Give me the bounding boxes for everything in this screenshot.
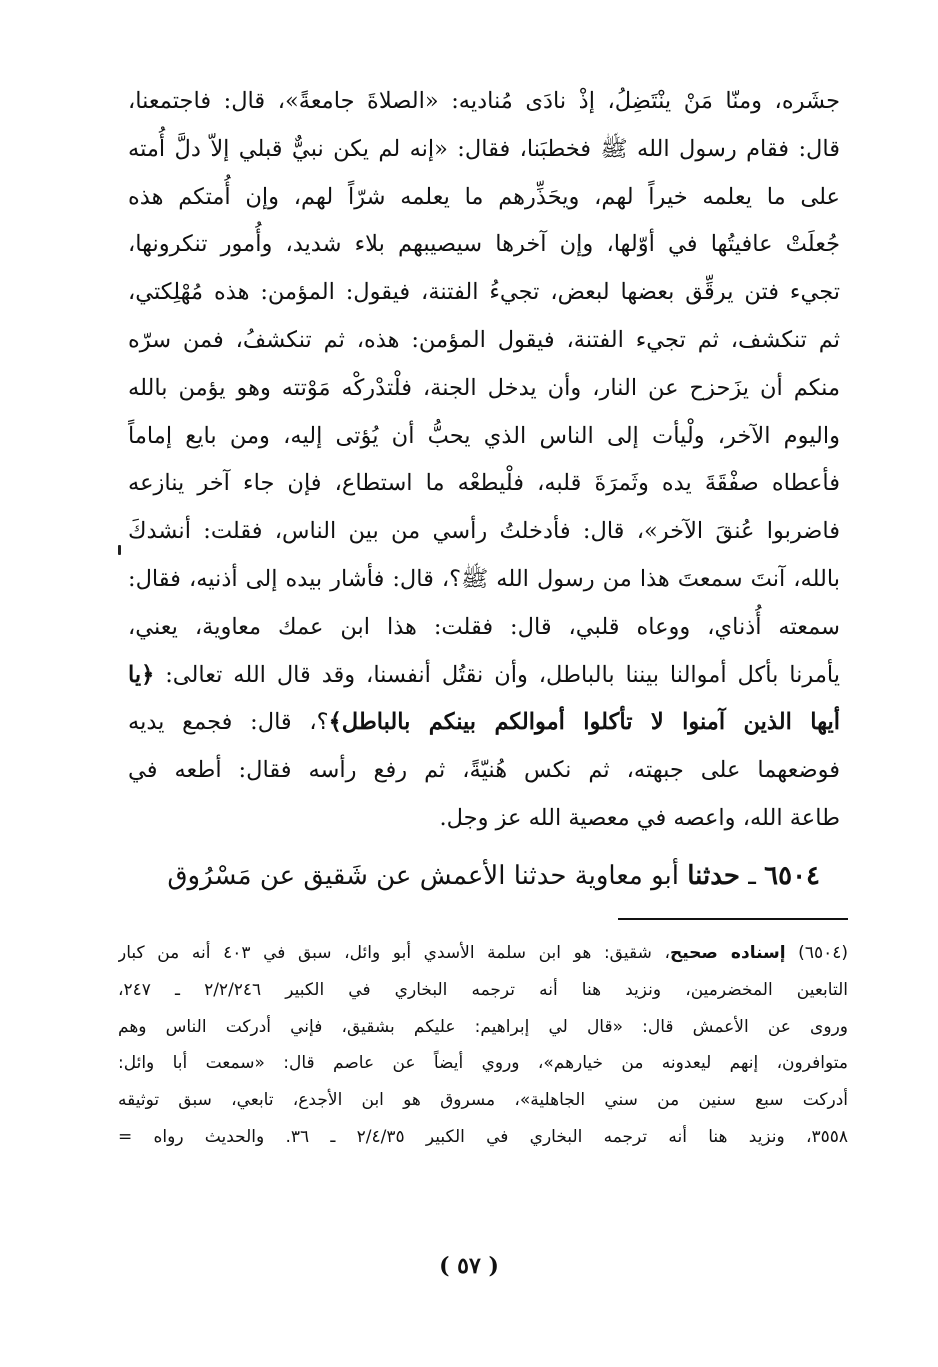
body-text-segment: ؟، قال: فجمع يديه (128, 709, 329, 736)
heading-chain: أبو معاوية حدثنا الأعمش عن شَقيق عن مَسْرُوق (167, 861, 688, 891)
body-line: منكم أن يزَحزح عن النار، وأن يدخل الجنة، فلْتدْركْه مَوْتته وهو يؤمن بالله (128, 374, 840, 401)
footnote-line: التابعين المخضرمين، ونزيد هنا أنه ترجمه البخاري في الكبير ٢/٢/٢٤٦ ـ ٢٤٧، (118, 979, 848, 1000)
body-line: ثم تنكشف، ثم تجيء الفتنة، فيقول المؤمن: هذه، ثم تنكشفُ، فمن سرّه (128, 326, 840, 353)
footnote-text-segment: ، شقيق: هو ابن سلمة الأسدي أبو وائل، سبق في ٤٠٣ أنه من كبار (118, 943, 670, 963)
body-line-with-quran-end (128, 699, 840, 747)
footnote-line (118, 935, 848, 972)
page-number: ( ٥٧ ) (439, 1253, 499, 1279)
body-line: فوضعهما على جبهته، ثم نكس هُنيّةً، ثم رفع رأسه فقال: أطعه في (128, 757, 840, 784)
body-line: فأعطاه صفْقَةَ يده وثَمرَةَ قلبه، فلْيطعْه ما استطاع، فإن جاء آخر ينازعه (128, 470, 840, 497)
footnote-line: متوافرون، إنهم ليعدونه من خيارهم»، وروي أيضاً عن عاصم قال: «سمعت أبا وائل: (118, 1053, 848, 1074)
quran-quote: أيها الذين آمنوا لا تأكلوا أموالكم بينكم بالباطل﴾ (328, 709, 840, 736)
footnote-ref: (٦٥٠٤) (785, 943, 848, 963)
body-line: واليوم الآخر، ولْيأت إلى الناس الذي يحبُّ أن يُؤتى إليه، ومن بايع إماماً (128, 422, 840, 449)
body-line: قال: فقام رسول الله ﷺ فخطبَنا، فقال: «إنه لم يكن نبيٌّ قبلي إلاّ دلَّ أُمته (128, 135, 840, 162)
hadith-number: ٦٥٠٤ (764, 861, 820, 891)
footnote-line: وروى عن الأعمش قال: «قال لي إبراهيم: عليكم بشقيق، فإني أدركت الناس وهم (118, 1016, 848, 1037)
body-text-segment: يأمرنا بأكل أموالنا بيننا بالباطل، وأن نقتُل أنفسنا، وقد قال الله تعالى: (154, 661, 840, 688)
heading-haddathana: حدثنا (687, 861, 740, 891)
footnote-line: ٣٥٥٨، ونزيد هنا أنه ترجمه البخاري في الكبير ٢/٤/٣٥ ـ ٣٦. والحديث رواه = (118, 1126, 848, 1147)
footnotes (118, 935, 848, 1156)
footnote-grade: إسناده صحيح (669, 943, 786, 963)
body-line: بالله، آنتَ سمعتَ هذا من رسول الله ﷺ؟، قال: فأشار بيده إلى أذنيه، فقال: (128, 565, 840, 592)
body-line: فاضربوا عُنقَ الآخر»، قال: فأدخلتُ رأسي من بين الناس، فقلت: أنشدكَ (128, 518, 840, 545)
footnote-line: أدركت سبع سنين من سني الجاهلية»، مسروق هو ابن الأجدع، تابعي، سبق توثيقه (118, 1090, 848, 1111)
body-line-with-quran-start (128, 652, 840, 700)
margin-mark (118, 545, 121, 555)
body-line: تجيء فتن يرقِّق بعضها لبعض، تجيءُ الفتنة، فيقول: المؤمن: هذه مُهْلِكتي، (128, 279, 840, 306)
footnote-divider (618, 918, 848, 920)
body-line: جشَره، ومنّا مَنْ ينْتَضِلُ، إذْ نادَى مُناديه: «الصلاةَ جامعةً»، قال: فاجتمعنا، (128, 88, 840, 114)
hadith-body-text (128, 78, 840, 843)
body-line: سمعته أُذناي، ووعاه قلبي، قال: فقلت: هذا ابن عمك معاوية، يعني، (128, 613, 840, 640)
body-line: جُعلَتْ عافيتُها في أوّلها، وإن آخرها سيصيبهم بلاء شديد، وأُمور تنكرونها، (128, 231, 840, 258)
hadith-heading (150, 852, 820, 900)
body-line-last: طاعة الله، واعصه في معصية الله عز وجل. (439, 804, 840, 831)
quran-quote-start: ﴿يا (128, 661, 155, 688)
body-line: على ما يعلمه خيراً لهم، ويحَذِّرهم ما يعلمه شرّاً لهم، وإن أُمتكم هذه (128, 183, 840, 210)
heading-dash: ـ (739, 861, 765, 891)
